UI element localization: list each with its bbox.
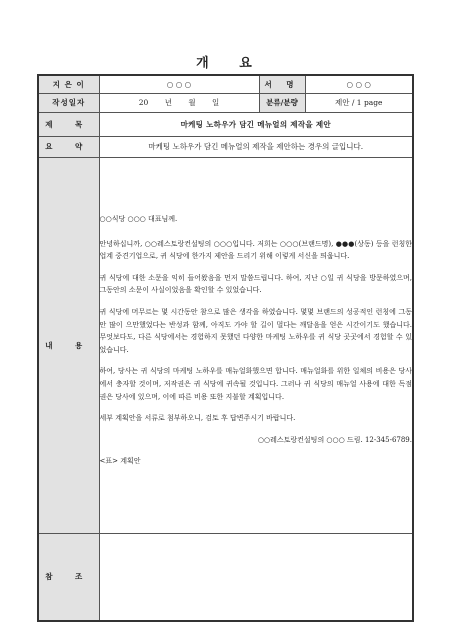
subject-label: 제 목: [38, 112, 99, 136]
letter-paragraph-1: 안녕하십니까, ○○레스토랑컨설팅의 ○○○입니다. 저희는 ○○○(브랜드명), ●●●(상동) 등을 런칭한 업계 중견기업으로, 귀 식당에 한가지 제안을 드리기 위해 이렇게 서신을 띄웁니다.: [99, 239, 412, 261]
summary-value: 마케팅 노하우가 담긴 메뉴얼의 제작을 제안하는 경우의 글입니다.: [99, 136, 413, 157]
reference-value: [99, 533, 413, 621]
letter-signoff: ○○레스토랑컨설팅의 ○○○ 드림. 12-345-6789.: [257, 435, 412, 444]
page-title: 개 요: [196, 56, 254, 71]
letter-paragraph-3: 귀 식당에 머무르는 몇 시간동안 참으로 많은 생각을 하였습니다. 몇몇 브랜드의 성공적인 런칭에 그동안 많이 으만했었다는 반성과 함께, 아직도 가야 할 길이 멀다는 깨달음을 얻은 시간이기도 했습니다. 무엇보다도, 다른 식당에서는 경험하지 못했던 다양한 마케팅 노하우를 귀 식당 곳곳에서 경험할 수 있었습니다.: [99, 308, 412, 354]
content-row: [38, 157, 413, 533]
author-value: ○ ○ ○: [99, 75, 259, 93]
author-label: 지 은 이: [38, 75, 99, 93]
signature-value: ○ ○ ○: [305, 75, 413, 93]
category-value: 제안 / 1 page: [305, 93, 413, 112]
summary-label: 요 약: [38, 136, 99, 157]
author-row: [38, 75, 413, 93]
date-label: 작성일자: [38, 93, 99, 112]
letter-body: [99, 157, 413, 533]
letter-paragraph-2: 귀 식당에 대한 소문을 익히 들어왔음을 먼저 말씀드립니다. 하여, 지난 ○일 귀 식당을 방문하였으며, 그동안의 소문이 사실이었음을 확인할 수 있었습니다.: [99, 273, 412, 295]
reference-label: 참 조: [38, 533, 99, 621]
letter-attachment: <표> 계획안: [99, 457, 141, 466]
content-label: 내 용: [38, 157, 99, 533]
summary-form-table: [37, 74, 414, 622]
letter-paragraph-5: 세부 계획안을 서류로 첨부하오니, 검토 후 답변주시기 바랍니다.: [99, 414, 296, 423]
letter-paragraph-4: 하여, 당사는 귀 식당의 마케팅 노하우를 매뉴얼화했으면 합니다. 매뉴얼화를 위한 일체의 비용은 당사에서 충자할 것이며, 저작권은 귀 식당에 귀속될 것입니다. 그러나 귀 식당의 매뉴얼 사용에 대한 독점권은 당사에 있으며, 이에 따른 비용 또한 지불할 계획입니다.: [99, 367, 412, 401]
signature-label: 서 명: [259, 75, 305, 93]
subject-value: 마케팅 노하우가 담긴 메뉴얼의 제작을 제안: [99, 112, 413, 136]
subject-row: [38, 112, 413, 136]
letter-greeting: ○○식당 ○○○ 대표님께.: [99, 215, 178, 224]
summary-row: [38, 136, 413, 157]
date-row: [38, 93, 413, 112]
date-value: 20 년 월 일: [99, 93, 259, 112]
reference-row: [38, 533, 413, 621]
category-label: 분류/분량: [259, 93, 305, 112]
